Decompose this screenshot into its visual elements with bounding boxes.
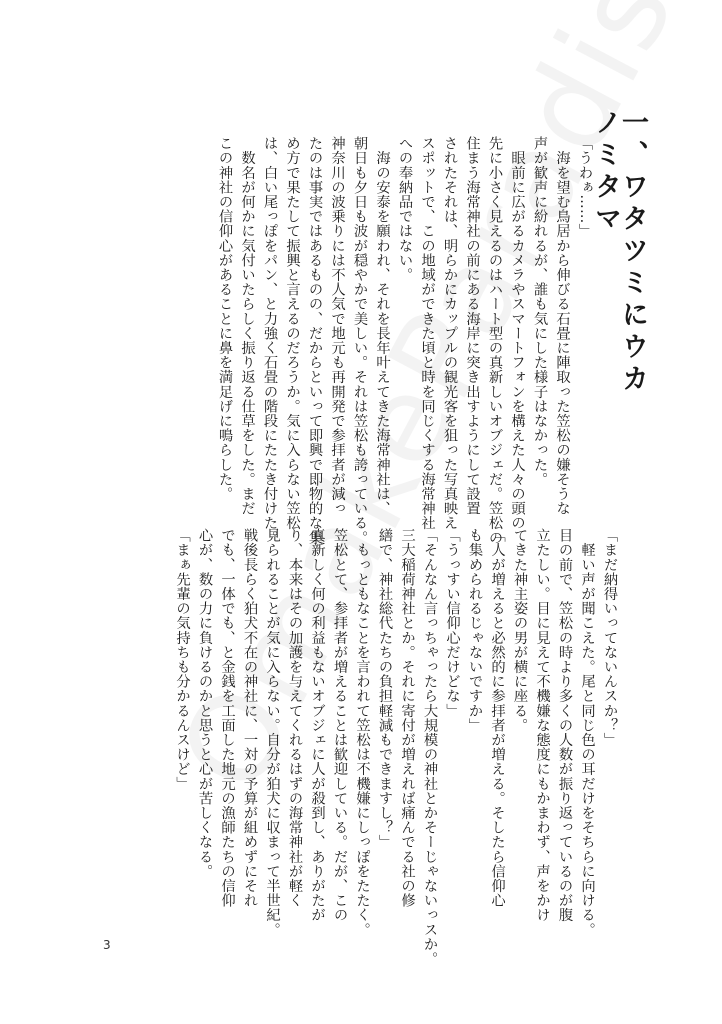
text-line: への奉納品ではない。 [397,136,413,282]
text-line: 住まう海常神社の前にある海岸に突き出すようにして設置 [464,136,481,516]
text-line: 海を望む鳥居から伸びる石畳に陣取った笠松の嫌そうな [554,136,571,516]
text-line: されたそれは、明らかにカップルの観光客を狙った写真映え [442,136,458,531]
text-line: 眼前に広がるカメラやスマートフォンを構えた人々の頭の [509,136,526,531]
text-line: 「そんなん言っちゃったら大規模の神社とかそーじゃないっスか。 [422,528,438,966]
text-line: 海の安泰を願われ、それを長年叶えてきた海常神社は、 [374,136,391,516]
text-block-top [214,136,597,545]
text-line: 「まだ納得いってないんスか？」 [602,528,618,747]
text-line: 「うわぁ……」 [577,136,593,239]
text-line: 繕で、神社総代たちの負担軽減もできますし？」 [377,528,393,850]
text-line: 真新しく何の利益もないオブジェに人が殺到し、ありがたが [309,528,326,923]
text-line: も集められるじゃないですか」 [467,528,483,733]
text-line: 三大稲荷神社とか。それに寄付が増えれば痛んでる社の修 [399,528,416,908]
text-line: 先に小さく見えるのはハート型の真新しいオブジェだ。笠松の [487,136,503,545]
text-line: 「まぁ先輩の気持ちも分かるんスけど」 [174,528,191,791]
text-line: 数名が何かに気付いたらしく振り返る仕草をした。まだ [239,136,256,516]
text-line: 見られることが気に入らない。自分が狛犬に収まって半世紀。 [264,528,281,937]
text-line: 立たしい。目に見えて不機嫌な態度にもかまわず、声をかけ [534,528,551,923]
text-line: 声が歓声に紛れるが、誰も気にした様子はなかった。 [532,136,548,487]
text-line: たのは事実ではあるものの、だからといって即興で即物的な集 [307,136,323,545]
text-line: もっともなことを言われて笠松は不機嫌にしっぽをたたく。 [354,528,371,937]
text-line: 「うっすい信仰心だけどな」 [444,528,461,718]
page-number: 3 [103,938,111,952]
text-line: は、白い尾っぽをパン、と力強く石畳の階段にたたき付けた。 [262,136,278,545]
text-line: てきた神主姿の男が横に座る。 [512,528,528,733]
text-line: め方で果たして振興と言えるのだろうか。気に入らない笠松 [284,136,301,531]
text-line: 軽い声が聞こえた。尾と同じ色の耳だけをそちらに向ける。 [579,528,596,937]
text-line: 心が、数の力に負けるのかと思うと心が苦しくなる。 [197,528,213,879]
text-line: 戦後長らく狛犬不在の神社に、一対の予算が組めずにそれ [242,528,258,908]
chapter-title: 一、ワタツミにウカノミタマ [590,108,648,396]
text-block-bottom [171,528,621,966]
text-line: 目の前で、笠松の時より多くの人数が振り返っているのが腹 [557,528,573,923]
text-line: 神奈川の波乗りには不人気で地元も再開発で参拝者が減っ [329,136,346,516]
text-line: 笠松とて、参拝者が増えることは歓迎している。だが、この [332,528,348,923]
text-line: でも、一体でも、と金銭を工面した地元の漁師たちの信仰 [219,528,236,908]
text-line: 「人が増えると必然的に参拝者が増える。そしたら信仰心 [489,528,506,908]
text-line: 朝日も夕日も波が穏やかで美しい。それは笠松も誇っている。 [352,136,368,545]
text-line: この神社の信仰心があることに鼻を満足げに鳴らした。 [217,136,233,501]
text-line: スポットで、この地域ができた頃と時を同じくする海常神社 [419,136,436,531]
text-line: り、本来はその加護を与えてくれるはずの海常神社が軽く [287,528,303,908]
